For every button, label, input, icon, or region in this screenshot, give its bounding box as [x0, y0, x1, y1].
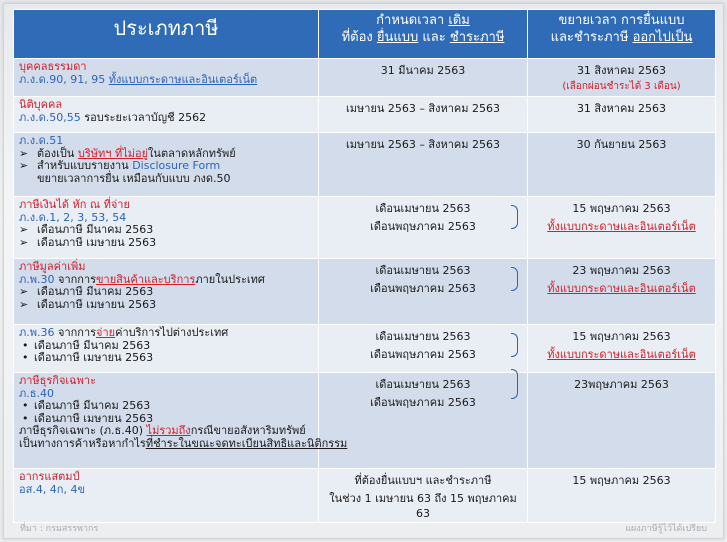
header-tax-type: ประเภทภาษี	[14, 10, 319, 59]
header-extended-deadline	[528, 10, 716, 59]
original-date: ในช่วง 1 เมษายน 63 ถึง 15 พฤษภาคม 63	[329, 492, 517, 520]
row-title: บุคคลธรรมดา	[19, 60, 87, 73]
arrow-bullet-icon: ➢	[19, 235, 29, 249]
cell-extended	[528, 59, 716, 97]
header-original-deadline	[319, 10, 528, 59]
header-col3-prefix: และชำระภาษี	[550, 30, 633, 45]
form-code: ภ.พ.36	[19, 326, 55, 339]
form-code: ภ.ธ.40	[19, 386, 54, 400]
header-col2-prefix: กำหนดเวลา	[376, 13, 449, 28]
extended-group	[533, 327, 710, 363]
table-row-vat	[14, 259, 716, 325]
extended-date: 31 สิงหาคม 2563	[576, 64, 667, 77]
cell-tax-type	[14, 259, 319, 325]
disclosure-prefix: สำหรับแบบรายงาน	[37, 159, 133, 172]
right-brace-icon	[511, 267, 518, 291]
form-code: ภ.ง.ด.90, 91, 95	[19, 72, 106, 86]
header-col3-line1: ขยายเวลา การยื่นแบบ	[558, 13, 685, 28]
month-item: เดือนภาษี เมษายน 2563	[37, 297, 157, 311]
exclusion-suffix: กรณีขายอสังหาริมทรัพย์	[190, 424, 306, 437]
dot-bullet-icon: •	[22, 338, 29, 352]
table-row-specific-business	[14, 373, 716, 469]
form-period: รอบระยะเวลาบัญชี 2562	[80, 110, 207, 124]
arrow-bullet-icon: ➢	[19, 223, 29, 236]
condition-prefix: ต้องเป็น	[37, 146, 78, 160]
original-date: เดือนเมษายน 2563	[375, 202, 471, 215]
extended-date: 15 พฤษภาคม 2563	[572, 330, 671, 343]
cell-original: เมษายน 2563 – สิงหาคม 2563	[319, 133, 528, 197]
channel-note: ทั้งแบบกระดาษและอินเตอร์เน็ต	[547, 348, 696, 361]
form-mid: จากการ	[54, 326, 97, 339]
month-item: เดือนภาษี มีนาคม 2563	[34, 338, 151, 352]
tax-deadline-table	[13, 9, 716, 523]
form-highlight: ขายสินค้าและบริการ	[96, 272, 196, 286]
cell-tax-type	[14, 133, 319, 197]
cell-original	[319, 373, 528, 469]
source-caption: ที่มา : กรมสรรพากร	[20, 524, 99, 534]
cell-extended	[528, 197, 716, 259]
original-date: เดือนพฤษภาคม 2563	[370, 220, 476, 233]
cell-extended	[528, 373, 716, 469]
exclusion-prefix2: เป็นทางการค้าหรือหากำไร	[19, 436, 146, 450]
arrow-bullet-icon: ➢	[19, 159, 29, 172]
row-title: ภาษีธุรกิจเฉพาะ	[19, 374, 96, 387]
header-row	[14, 10, 716, 59]
installment-note: (เลือกผ่อนชำระได้ 3 เดือน)	[562, 81, 681, 92]
form-highlight: จ่าย	[96, 326, 116, 339]
cell-tax-type	[14, 325, 319, 373]
table-row-stamp-duty	[14, 469, 716, 523]
table-row-pnd51	[14, 133, 716, 197]
table-row-pp36	[14, 325, 716, 373]
channel-note: ทั้งแบบกระดาษและอินเตอร์เน็ต	[547, 282, 696, 295]
form-code: ภ.พ.30	[19, 272, 55, 286]
form-suffix: ค่าบริการไปต่างประเทศ	[115, 326, 229, 339]
table-row-withholding	[14, 197, 716, 259]
original-date: เดือนเมษายน 2563	[375, 330, 471, 343]
cell-original	[319, 197, 528, 259]
extension-note: ขยายเวลาการยื่น เหมือนกับแบบ ภงด.50	[37, 171, 231, 185]
cell-extended: 31 สิงหาคม 2563	[528, 97, 716, 133]
arrow-bullet-icon: ➢	[19, 146, 29, 160]
right-brace-icon	[511, 333, 518, 357]
month-item: เดือนภาษี เมษายน 2563	[34, 411, 154, 425]
form-mid: จากการ	[54, 272, 97, 286]
cell-original: เมษายน 2563 – สิงหาคม 2563	[319, 97, 528, 133]
extended-date: 15 พฤษภาคม 2563	[572, 202, 671, 215]
cell-original	[319, 259, 528, 325]
cell-original	[319, 325, 528, 373]
row-title: อากรแสตมป์	[19, 470, 80, 483]
cell-extended: 30 กันยายน 2563	[528, 133, 716, 197]
dot-bullet-icon: •	[22, 411, 29, 425]
disclosure-form: Disclosure Form	[132, 159, 221, 172]
condition-highlight: บริษัทฯ ที่ไม่อยู่	[77, 146, 149, 160]
header-col2-pay: ชำระภาษี	[449, 30, 505, 45]
channel-note: ทั้งแบบกระดาษและอินเตอร์เน็ต	[547, 220, 696, 233]
cell-tax-type	[14, 59, 319, 97]
original-date: เดือนพฤษภาคม 2563	[370, 348, 476, 361]
extended-date: 23พฤษภาคม 2563	[574, 378, 669, 391]
original-date: เดือนเมษายน 2563	[375, 264, 471, 277]
exclusion-highlight: ไม่รวมถึง	[146, 424, 191, 437]
exclusion-prefix: ภาษีธุรกิจเฉพาะ (ภ.ธ.40)	[19, 424, 147, 437]
condition-suffix: ในตลาดหลักทรัพย์	[148, 146, 236, 160]
original-date: เดือนพฤษภาคม 2563	[370, 396, 476, 409]
cell-tax-type	[14, 469, 319, 523]
original-date: เดือนพฤษภาคม 2563	[370, 282, 476, 295]
month-item: เดือนภาษี เมษายน 2563	[34, 351, 154, 364]
dot-bullet-icon: •	[22, 351, 29, 364]
row-title: ภาษีเงินได้ หัก ณ ที่จ่าย	[19, 198, 130, 211]
arrow-bullet-icon: ➢	[19, 285, 29, 298]
cell-original	[319, 469, 528, 523]
cell-tax-type	[14, 97, 319, 133]
original-date: เดือนเมษายน 2563	[375, 378, 471, 391]
row-title: ภาษีมูลค่าเพิ่ม	[19, 260, 86, 273]
header-col2-and: และ	[418, 30, 450, 45]
form-code: ภ.ง.ด.50,55	[19, 110, 81, 124]
right-brace-icon	[511, 205, 518, 229]
cell-tax-type	[14, 373, 348, 469]
cell-extended: 15 พฤษภาคม 2563	[528, 469, 716, 523]
month-item: เดือนภาษี เมษายน 2563	[37, 235, 157, 249]
month-item: เดือนภาษี มีนาคม 2563	[37, 285, 154, 298]
header-col3-to: ออกไปเป็น	[632, 30, 693, 45]
row-title: นิติบุคคล	[19, 98, 63, 111]
extended-group	[533, 199, 710, 235]
cell-original: 31 มีนาคม 2563	[319, 59, 528, 97]
row-title: ภ.ง.ด.51	[19, 134, 64, 147]
month-item: เดือนภาษี มีนาคม 2563	[37, 223, 154, 236]
cell-tax-type	[14, 197, 319, 259]
original-date: ที่ต้องยื่นแบบฯ และชำระภาษี	[354, 474, 492, 487]
right-brace-icon	[511, 369, 518, 399]
cell-extended	[528, 259, 716, 325]
header-col2-file: ยื่นแบบ	[376, 30, 419, 45]
arrow-bullet-icon: ➢	[19, 297, 29, 311]
header-col2-prefix2: ที่ต้อง	[341, 30, 377, 45]
form-code: อส.4, 4ก, 4ข	[19, 482, 85, 496]
table-row-personal	[14, 59, 716, 97]
header-col2-original: เดิม	[448, 13, 470, 28]
cell-extended	[528, 325, 716, 373]
form-suffix: ภายในประเทศ	[195, 272, 265, 286]
form-code: ภ.ง.ด.1, 2, 3, 53, 54	[19, 210, 127, 224]
exclusion-highlight2: ที่ชำระในขณะจดทะเบียนสิทธิและนิติกรรม	[145, 436, 348, 450]
extended-date: 23 พฤษภาคม 2563	[572, 264, 671, 277]
brand-caption: แผงภาษีรู้ไว้ได้เปรียบ	[625, 524, 707, 534]
form-channel: ทั้งแบบกระดาษและอินเตอร์เน็ต	[108, 72, 258, 86]
extended-group	[533, 375, 710, 393]
dot-bullet-icon: •	[22, 399, 29, 412]
month-item: เดือนภาษี มีนาคม 2563	[34, 399, 151, 412]
table-row-juristic	[14, 97, 716, 133]
extended-group	[533, 261, 710, 297]
